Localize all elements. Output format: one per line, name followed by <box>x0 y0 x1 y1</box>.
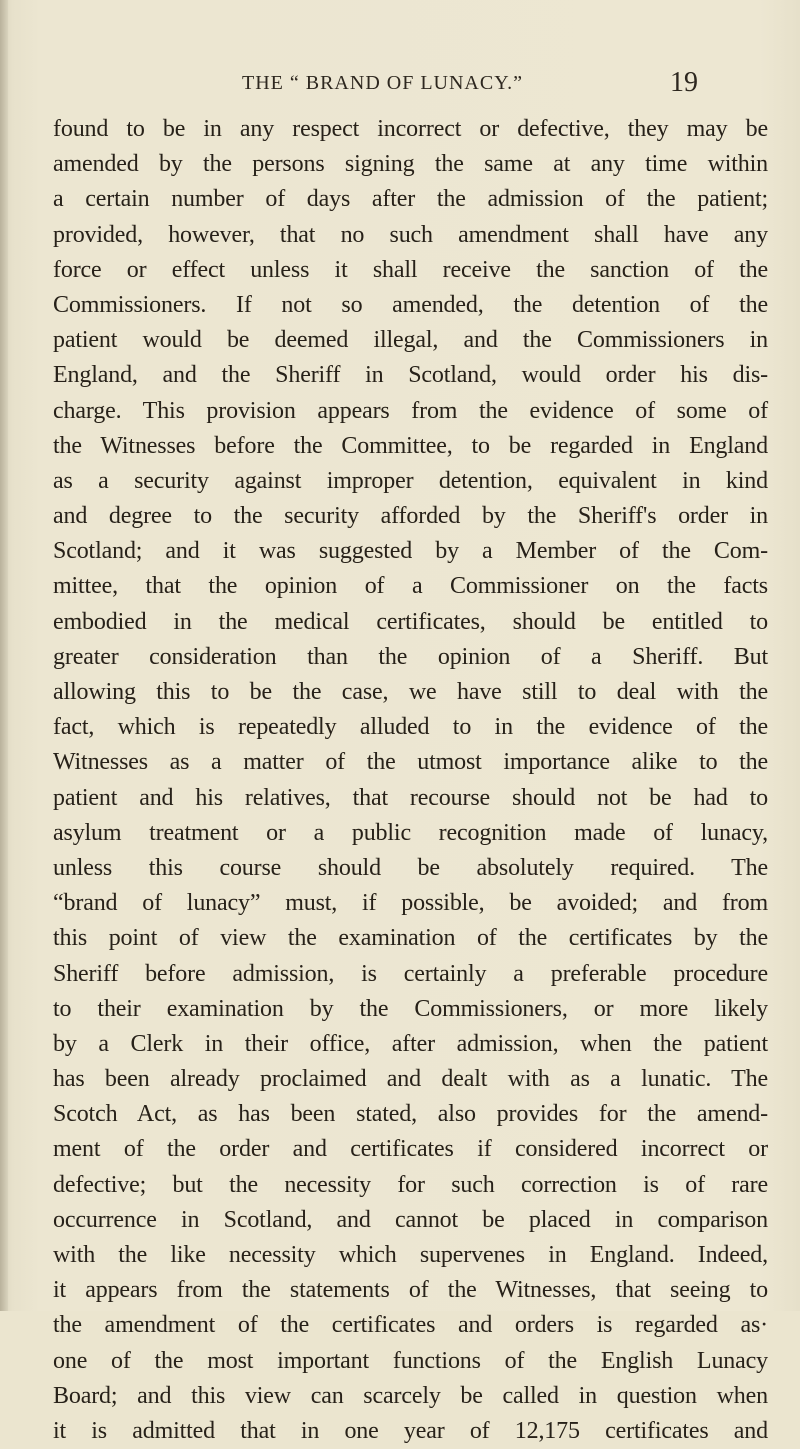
text-line: Board; and this view can scarcely be called in question when <box>53 1382 768 1409</box>
body-text <box>53 112 768 1449</box>
text-line: the amendment of the certificates and orders is regarded as· <box>53 1312 768 1339</box>
text-line: unless this course should be absolutely required. The <box>53 854 768 881</box>
page-binding-edge <box>0 0 8 1311</box>
text-line: it is admitted that in one year of 12,175 certificates and <box>53 1417 768 1444</box>
text-line: asylum treatment or a public recognition made of lunacy, <box>53 819 768 846</box>
text-line: the Witnesses before the Committee, to be regarded in England <box>53 432 768 459</box>
text-line: Commissioners. If not so amended, the detention of the <box>53 291 768 318</box>
running-head: THE “ BRAND OF LUNACY.” <box>242 72 523 94</box>
text-line: it appears from the statements of the Witnesses, that seeing to <box>53 1277 768 1304</box>
text-line: Scotch Act, as has been stated, also provides for the amend- <box>53 1101 768 1128</box>
page-number: 19 <box>670 67 698 98</box>
page-header <box>0 67 800 106</box>
text-line: a certain number of days after the admission of the patient; <box>53 186 768 213</box>
text-line: this point of view the examination of the certificates by the <box>53 925 768 952</box>
text-line: defective; but the necessity for such correction is of rare <box>53 1171 768 1198</box>
text-line: with the like necessity which supervenes in England. Indeed, <box>53 1242 768 1268</box>
text-line: patient would be deemed illegal, and the Commissioners in <box>53 327 768 354</box>
text-line: fact, which is repeatedly alluded to in the evidence of the <box>53 714 768 741</box>
text-line: has been already proclaimed and dealt with as a lunatic. The <box>53 1066 768 1093</box>
text-line: amended by the persons signing the same at any time within <box>53 151 768 178</box>
text-line: England, and the Sheriff in Scotland, would order his dis- <box>53 362 768 389</box>
text-line: to their examination by the Commissioners, or more likely <box>53 995 768 1022</box>
text-line: provided, however, that no such amendment shall have any <box>53 221 768 248</box>
text-line: patient and his relatives, that recourse should not be had to <box>53 784 768 811</box>
text-line: Scotland; and it was suggested by a Member of the Com- <box>53 538 768 565</box>
text-line: force or effect unless it shall receive the sanction of the <box>53 256 768 283</box>
text-line: and degree to the security afforded by the Sheriff's order in <box>53 503 768 530</box>
text-line: allowing this to be the case, we have still to deal with the <box>53 679 768 705</box>
text-line: greater consideration than the opinion of a Sheriff. But <box>53 643 768 670</box>
text-line: one of the most important functions of the English Lunacy <box>53 1347 768 1374</box>
text-line: charge. This provision appears from the evidence of some of <box>53 397 768 424</box>
text-line: Sheriff before admission, is certainly a preferable procedure <box>53 960 768 987</box>
text-line: embodied in the medical certificates, should be entitled to <box>53 608 768 635</box>
text-line: as a security against improper detention, equivalent in kind <box>53 467 768 494</box>
text-line: “brand of lunacy” must, if possible, be avoided; and from <box>53 890 768 917</box>
text-line: occurrence in Scotland, and cannot be placed in comparison <box>53 1206 768 1233</box>
text-line: found to be in any respect incorrect or defective, they may be <box>53 116 768 142</box>
text-line: by a Clerk in their office, after admission, when the patient <box>53 1030 768 1057</box>
text-line: Witnesses as a matter of the utmost importance alike to the <box>53 749 768 776</box>
text-line: mittee, that the opinion of a Commissioner on the facts <box>53 573 768 600</box>
text-line: ment of the order and certificates if considered incorrect or <box>53 1136 768 1163</box>
